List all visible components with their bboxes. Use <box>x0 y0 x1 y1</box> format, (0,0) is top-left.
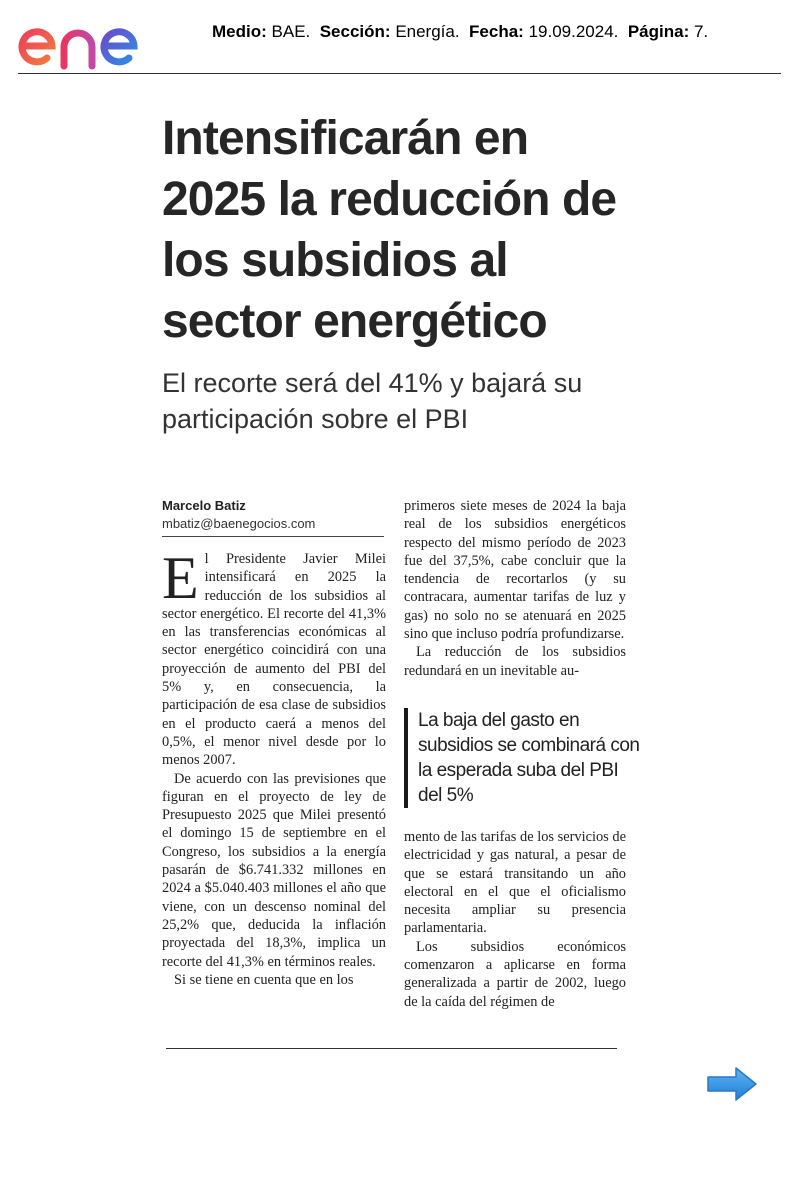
article-column-right-bottom <box>404 828 626 1011</box>
article-subhead: El recorte será del 41% y bajará su participación sobre el PBI <box>162 368 583 434</box>
paragraph-5: Los subsidios económicos comenzaron a aplicarse en forma generalizada a partir de 2002, luego de la caída del régimen de <box>404 938 626 1010</box>
article-column-right-top <box>404 497 626 680</box>
paragraph-4: La reducción de los subsidios redundará en un inevitable au- <box>404 644 626 679</box>
seccion-label: Sección: <box>319 22 391 41</box>
header-divider <box>18 73 781 74</box>
fecha-value: 19.09.2024. <box>528 22 619 41</box>
byline <box>162 497 384 537</box>
paragraph-1-text: l Presidente Javier Milei intensificará en 2025 la reducción de los subsidios al sector energético. El recorte del 41,3% en las transferencias económicas al sector energético coincidirá con una proyección de aumento del PBI del 5% y, en consecuencia, la participación de esa clase de subsidios en el producto caerá a menos del 0,5%, el menor nivel desde por lo menos 2007. <box>162 551 386 769</box>
seccion-value: Energía. <box>395 22 460 41</box>
article-column-left <box>162 545 386 989</box>
arrow-right-icon[interactable] <box>706 1066 758 1102</box>
author-email: mbatiz@baenegocios.com <box>162 516 316 531</box>
paragraph-3: Si se tiene en cuenta que en los <box>174 971 354 988</box>
pull-quote-text: La baja del gasto en subsidios se combinará con la esperada suba del PBI del 5% <box>418 710 640 806</box>
author-name: Marcelo Batiz <box>162 498 246 513</box>
enel-logo <box>16 8 178 70</box>
article-headline: Intensificarán en 2025 la reducción de los subsidios al sector energético <box>162 112 617 348</box>
paragraph-1 <box>162 545 386 770</box>
publication-meta <box>212 22 708 42</box>
fecha-label: Fecha: <box>469 22 524 41</box>
paragraph-4-continued: mento de las tarifas de los servicios de electricidad y gas natural, a pesar de que se estará transitando un año electoral en el que el oficialismo necesita ampliar su presencia parlamentaria. <box>404 829 626 937</box>
pagina-value: 7. <box>693 22 709 41</box>
pull-quote <box>404 708 640 808</box>
paragraph-3-continued: primeros siete meses de 2024 la baja real de los subsidios energéticos respecto del mismo período de 2023 fue del 37,5%, cabe concluir que la tendencia de recortarlos (y su contracara, aumentar tarifas de luz y gas) no solo no se atenuará en 2025 sino que incluso podría profundizarse. <box>404 498 626 643</box>
pagina-label: Página: <box>627 22 690 41</box>
drop-cap: E <box>162 545 199 611</box>
byline-divider <box>162 536 384 537</box>
medio-label: Medio: <box>212 22 267 41</box>
medio-value: BAE. <box>271 22 311 41</box>
paragraph-2: De acuerdo con las previsiones que figuran en el proyecto de ley de Presupuesto 2025 que Milei presentó el domingo 15 de septiembre en el Congreso, los subsidios a la energía pasarán de $6.741.332 millones en 2024 a $5.040.403 millones el año que viene, con un descenso nominal del 25,2% que, deducida la inflación proyectada del 18,3%, implica un recorte del 41,3% en términos reales. <box>162 770 386 970</box>
article-bottom-divider <box>166 1048 617 1049</box>
